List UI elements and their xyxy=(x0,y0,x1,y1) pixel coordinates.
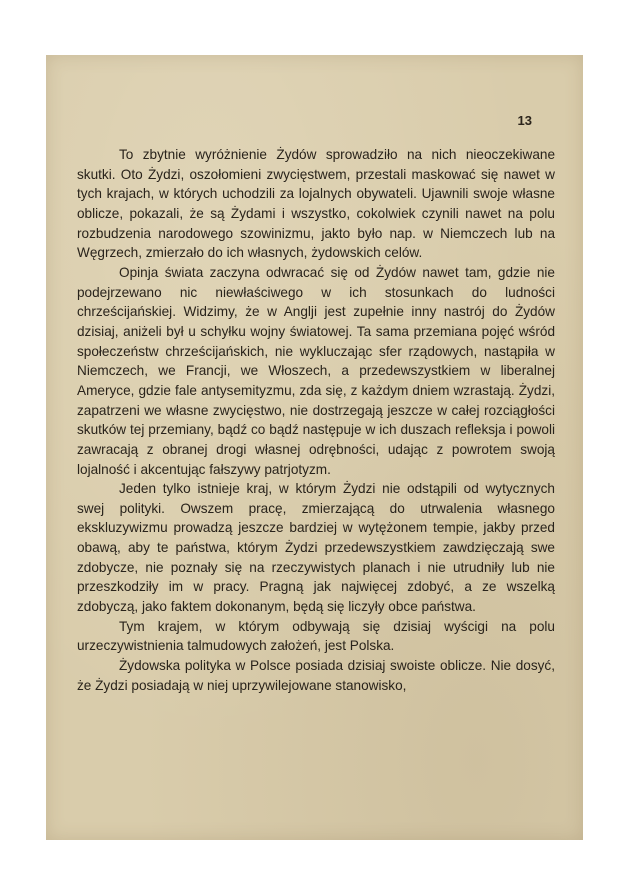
paragraph: Jeden tylko istnieje kraj, w którym Żydzi nie odstąpili od wytycznych swej polityki. Owszem pracę, zmierzającą do utrwalenia własnego ekskluzywizmu prowadzą jeszcze bardziej w wytężonem tempie, jakby przed obawą, aby te państwa, którym Żydzi przedewszystkiem zawdzięczają swe zdobycze, nie poznały się na rzeczywistych planach i nie utrudniły lub nie przeszkodziły im w pracy. Pragną jak najwięcej zdobyć, a ze wszelką zdobyczą, jako faktem dokonanym, będą się liczyły obce państwa. xyxy=(77,481,555,615)
paragraph: Żydowska polityka w Polsce posiada dzisiaj swoiste oblicze. Nie dosyć, że Żydzi posiadają w niej uprzywilejowane stanowisko, xyxy=(77,658,555,693)
paragraph: To zbytnie wyróżnienie Żydów sprowadziło na nich nieoczekiwane skutki. Oto Żydzi, oszołomieni zwycięstwem, przestali maskować się nawet w tych krajach, w których uchodzili za lojalnych obywateli. Ujawnili swoje własne oblicze, pokazali, że są Żydami i wszystko, cokolwiek czynili nawet na polu rozbudzenia narodowego szowinizmu, jakto było nap. w Niemczech lub na Węgrzech, zmierzało do ich własnych, żydowskich celów. xyxy=(77,147,555,261)
book-page xyxy=(46,55,583,840)
body-text xyxy=(77,145,555,695)
paragraph: Tym krajem, w którym odbywają się dzisiaj wyścigi na polu urzeczywistnienia talmudowych założeń, jest Polska. xyxy=(77,618,555,654)
paragraph: Opinja świata zaczyna odwracać się od Żydów nawet tam, gdzie nie podejrzewano nic niewłaściwego w ich stosunkach do ludności chrześcijańskiej. Widzimy, że w Anglji jest zupełnie inny nastrój do Żydów dzisiaj, aniżeli był u schyłku wojny światowej. Ta sama przemiana pojęć wśród społeczeństw chrześcijańskich, nie wykluczając sfer rządowych, nastąpiła w Niemczech, we Francji, we Włoszech, a przedewszystkiem w liberalnej Ameryce, gdzie fale antysemityzmu, zda się, z każdym dniem wzrastają. Żydzi, zapatrzeni we własne zwycięstwo, nie dostrzegają jeszcze w całej rozciągłości skutków tej przemiany, bądź co bądź następuje w ich duszach refleksja i powoli zawracają z obranej drogi własnej odrębności, udając z powrotem swoją lojalność i akcentując fałszywy patrjotyzm. xyxy=(77,264,555,477)
page-number: 13 xyxy=(517,113,532,128)
